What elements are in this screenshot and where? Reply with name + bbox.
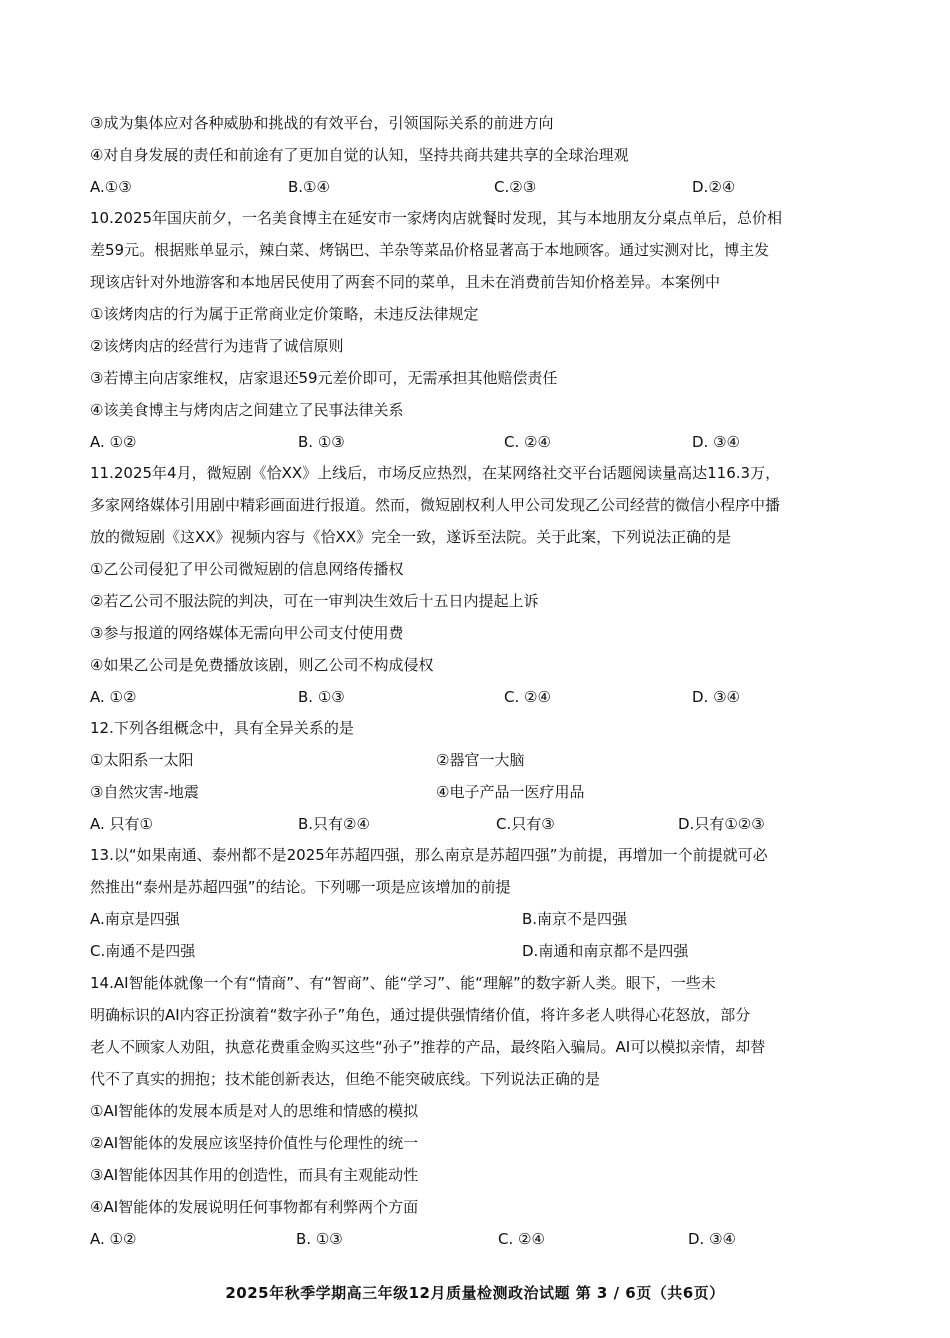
q11-option-a: A. ①② [90,688,137,706]
q10-stem-line-1: 10.2025年国庆前夕，一名美食博主在延安市一家烤肉店就餐时发现，其与本地朋友分桌点单后，总价相 [90,209,783,227]
q10-options [90,431,890,453]
q9-option-b: B.①④ [288,178,330,196]
q14-option-a: A. ①② [90,1230,137,1248]
q9-option-a: A.①③ [90,178,132,196]
q11-item-3: ③参与报道的网络媒体无需向甲公司支付使用费 [90,624,404,642]
q13-options-row-2 [90,940,890,962]
q14-option-c: C. ②④ [498,1230,545,1248]
q14-item-2: ②AI智能体的发展应该坚持价值性与伦理性的统一 [90,1134,419,1152]
q13-stem-line-1: 13.以“如果南通、泰州都不是2025年苏超四强，那么南京是苏超四强”为前提，再增加一个前提就可必 [90,846,768,864]
q14-option-d: D. ③④ [688,1230,736,1248]
q9-item-3: ③成为集体应对各种威胁和挑战的有效平台，引领国际关系的前进方向 [90,114,554,132]
q11-item-4: ④如果乙公司是免费播放该剧，则乙公司不构成侵权 [90,656,434,674]
q14-option-b: B. ①③ [296,1230,343,1248]
q10-item-2: ②该烤肉店的经营行为违背了诚信原则 [90,337,344,355]
q12-item-2: ②器官一大脑 [436,751,525,769]
q13-options-row-1 [90,908,890,930]
q10-stem-line-3: 现该店针对外地游客和本地居民使用了两套不同的菜单，且未在消费前告知价格差异。本案例中 [90,273,721,291]
q11-stem-line-2: 多家网络媒体引用剧中精彩画面进行报道。然而，微短剧权利人甲公司发现乙公司经营的微信小程序中播 [90,496,781,514]
q12-stem: 12.下列各组概念中，具有全异关系的是 [90,719,354,737]
q11-stem-line-3: 放的微短剧《这XX》视频内容与《恰XX》完全一致，遂诉至法院。关于此案，下列说法正确的是 [90,528,732,546]
q12-option-c: C.只有③ [496,815,555,833]
q11-stem-line-1: 11.2025年4月，微短剧《恰XX》上线后，市场反应热烈，在某网络社交平台话题阅读量高达116.3万， [90,464,781,482]
q12-option-d: D.只有①②③ [678,815,765,833]
q11-option-c: C. ②④ [504,688,551,706]
q10-option-a: A. ①② [90,433,137,451]
q10-stem-line-2: 差59元。根据账单显示，辣白菜、烤锅巴、羊杂等菜品价格显著高于本地顾客。通过实测对比，博主发 [90,241,770,259]
q14-stem-line-4: 代不了真实的拥抱；技术能创新表达，但绝不能突破底线。下列说法正确的是 [90,1070,601,1088]
q11-option-d: D. ③④ [692,688,740,706]
q13-option-c: C.南通不是四强 [90,942,196,960]
q12-item-4: ④电子产品一医疗用品 [436,783,585,801]
q12-option-b: B.只有②④ [298,815,370,833]
q11-option-b: B. ①③ [298,688,345,706]
q10-option-d: D. ③④ [692,433,740,451]
q12-option-a: A. 只有① [90,815,153,833]
page-footer: 2025年秋季学期高三年级12月质量检测政治试题 第 3 / 6页（共6页） [225,1284,725,1302]
q10-option-c: C. ②④ [504,433,551,451]
q12-options [90,813,890,835]
q10-item-1: ①该烤肉店的行为属于正常商业定价策略，未违反法律规定 [90,305,479,323]
q9-option-c: C.②③ [494,178,537,196]
q9-option-d: D.②④ [692,178,736,196]
q14-item-4: ④AI智能体的发展说明任何事物都有利弊两个方面 [90,1198,419,1216]
q10-item-4: ④该美食博主与烤肉店之间建立了民事法律关系 [90,401,404,419]
q11-options [90,686,890,708]
q14-item-3: ③AI智能体因其作用的创造性，而具有主观能动性 [90,1166,419,1184]
q12-items-row-1 [90,749,890,771]
q12-items-row-2 [90,781,890,803]
q10-item-3: ③若博主向店家维权，店家退还59元差价即可，无需承担其他赔偿责任 [90,369,558,387]
q13-option-b: B.南京不是四强 [522,910,628,928]
q11-item-1: ①乙公司侵犯了甲公司微短剧的信息网络传播权 [90,560,404,578]
q14-stem-line-2: 明确标识的AI内容正扮演着“数字孙子”角色，通过提供强情绪价值，将许多老人哄得心花怒放，部分 [90,1006,751,1024]
q14-item-1: ①AI智能体的发展本质是对人的思维和情感的模拟 [90,1102,419,1120]
q13-option-d: D.南通和南京都不是四强 [522,942,689,960]
q9-item-4: ④对自身发展的责任和前途有了更加自觉的认知，坚持共商共建共享的全球治理观 [90,146,629,164]
q10-option-b: B. ①③ [298,433,345,451]
q13-option-a: A.南京是四强 [90,910,180,928]
q13-stem-line-2: 然推出“泰州是苏超四强”的结论。下列哪一项是应该增加的前提 [90,878,511,896]
q14-stem-line-1: 14.AI智能体就像一个有“情商”、有“智商”、能“学习”、能“理解”的数字新人类。眼下，一些未 [90,974,716,992]
q9-options [90,176,890,198]
q11-item-2: ②若乙公司不服法院的判决，可在一审判决生效后十五日内提起上诉 [90,592,539,610]
q14-options [90,1228,890,1250]
q14-stem-line-3: 老人不顾家人劝阻，执意花费重金购买这些“孙子”推荐的产品，最终陷入骗局。AI可以模拟亲情，却替 [90,1038,766,1056]
q12-item-3: ③自然灾害-地震 [90,783,199,801]
q12-item-1: ①太阳系一太阳 [90,751,194,769]
